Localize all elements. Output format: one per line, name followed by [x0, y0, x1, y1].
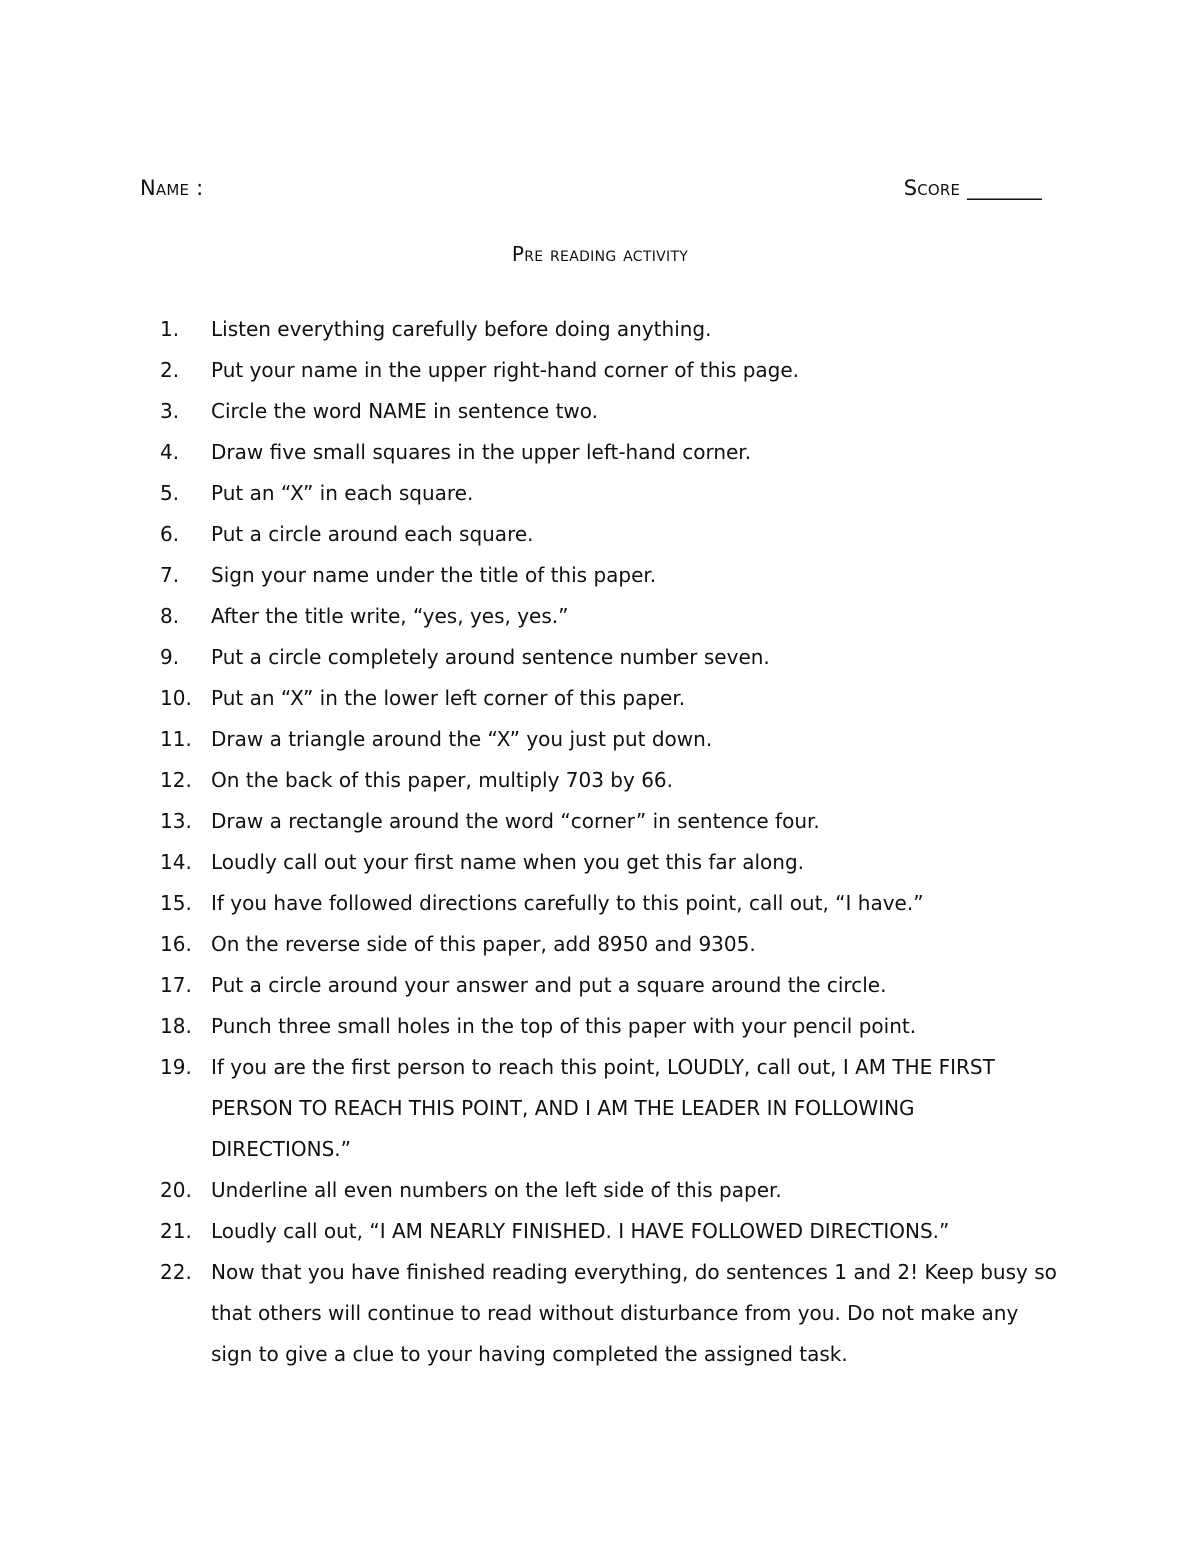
instruction-text: Sign your name under the title of this paper.	[211, 563, 657, 587]
instruction-text: Draw a triangle around the “X” you just put down.	[211, 727, 713, 751]
instruction-number: 17.	[160, 973, 192, 997]
instruction-item	[160, 391, 1060, 432]
instruction-number: 6.	[160, 522, 180, 546]
instruction-item	[160, 1211, 1060, 1252]
instruction-number: 1.	[160, 317, 180, 341]
instruction-text: Circle the word NAME in sentence two.	[211, 399, 599, 423]
instruction-text: Put a circle around your answer and put a square around the circle.	[211, 973, 887, 997]
instruction-text: Loudly call out, “I AM NEARLY FINISHED. I HAVE FOLLOWED DIRECTIONS.”	[211, 1219, 950, 1243]
instruction-number: 19.	[160, 1055, 192, 1079]
instruction-number: 22.	[160, 1260, 192, 1284]
header-row	[140, 176, 1042, 206]
instruction-text: If you have followed directions carefully to this point, call out, “I have.”	[211, 891, 924, 915]
instruction-number: 15.	[160, 891, 192, 915]
instruction-number: 13.	[160, 809, 192, 833]
instruction-text: On the back of this paper, multiply 703 by 66.	[211, 768, 674, 792]
instruction-number: 3.	[160, 399, 180, 423]
instruction-text: Put a circle completely around sentence number seven.	[211, 645, 770, 669]
instruction-number: 16.	[160, 932, 192, 956]
instruction-number: 9.	[160, 645, 180, 669]
instruction-item	[160, 432, 1060, 473]
instruction-number: 2.	[160, 358, 180, 382]
instruction-text: Draw five small squares in the upper left-hand corner.	[211, 440, 752, 464]
instruction-text: Loudly call out your first name when you get this far along.	[211, 850, 805, 874]
instruction-text: Underline all even numbers on the left side of this paper.	[211, 1178, 782, 1202]
instruction-number: 12.	[160, 768, 192, 792]
instruction-text: Listen everything carefully before doing anything.	[211, 317, 712, 341]
instruction-item	[160, 1047, 1060, 1170]
instruction-text: Put an “X” in the lower left corner of this paper.	[211, 686, 686, 710]
instruction-item	[160, 1170, 1060, 1211]
instruction-item	[160, 678, 1060, 719]
name-label: Name :	[140, 176, 204, 200]
instruction-item	[160, 555, 1060, 596]
instruction-number: 21.	[160, 1219, 192, 1243]
instruction-item	[160, 350, 1060, 391]
instruction-number: 5.	[160, 481, 180, 505]
score-label: Score _______	[903, 176, 1042, 200]
instruction-item	[160, 760, 1060, 801]
instruction-text: If you are the first person to reach this point, LOUDLY, call out, I AM THE FIRST PERSON TO REACH THIS POINT, AND I AM THE LEADER IN FOLLOWING DIRECTIONS.”	[211, 1055, 995, 1161]
instruction-list	[160, 309, 1060, 1375]
instruction-item	[160, 1252, 1060, 1375]
instruction-item	[160, 719, 1060, 760]
instruction-number: 20.	[160, 1178, 192, 1202]
instruction-number: 7.	[160, 563, 180, 587]
instruction-number: 8.	[160, 604, 180, 628]
instruction-text: Put a circle around each square.	[211, 522, 534, 546]
instruction-number: 18.	[160, 1014, 192, 1038]
instruction-text: Punch three small holes in the top of this paper with your pencil point.	[211, 1014, 917, 1038]
instruction-item	[160, 473, 1060, 514]
instruction-item	[160, 883, 1060, 924]
instruction-item	[160, 309, 1060, 350]
instruction-text: After the title write, “yes, yes, yes.”	[211, 604, 569, 628]
instruction-text: On the reverse side of this paper, add 8950 and 9305.	[211, 932, 756, 956]
instruction-item	[160, 842, 1060, 883]
instruction-text: Put an “X” in each square.	[211, 481, 474, 505]
instruction-item	[160, 801, 1060, 842]
instruction-number: 4.	[160, 440, 180, 464]
instruction-item	[160, 637, 1060, 678]
instruction-number: 10.	[160, 686, 192, 710]
instruction-item	[160, 596, 1060, 637]
instruction-text: Put your name in the upper right-hand corner of this page.	[211, 358, 800, 382]
instruction-number: 11.	[160, 727, 192, 751]
instruction-item	[160, 514, 1060, 555]
instruction-number: 14.	[160, 850, 192, 874]
instruction-item	[160, 1006, 1060, 1047]
instruction-text: Draw a rectangle around the word “corner” in sentence four.	[211, 809, 820, 833]
instruction-item	[160, 965, 1060, 1006]
instruction-text: Now that you have finished reading everything, do sentences 1 and 2! Keep busy so that others will continue to read without disturbance from you. Do not make any sign to give a clue to your having completed the assigned task.	[211, 1260, 1057, 1366]
page-title: Pre reading activity	[511, 242, 689, 266]
instruction-item	[160, 924, 1060, 965]
